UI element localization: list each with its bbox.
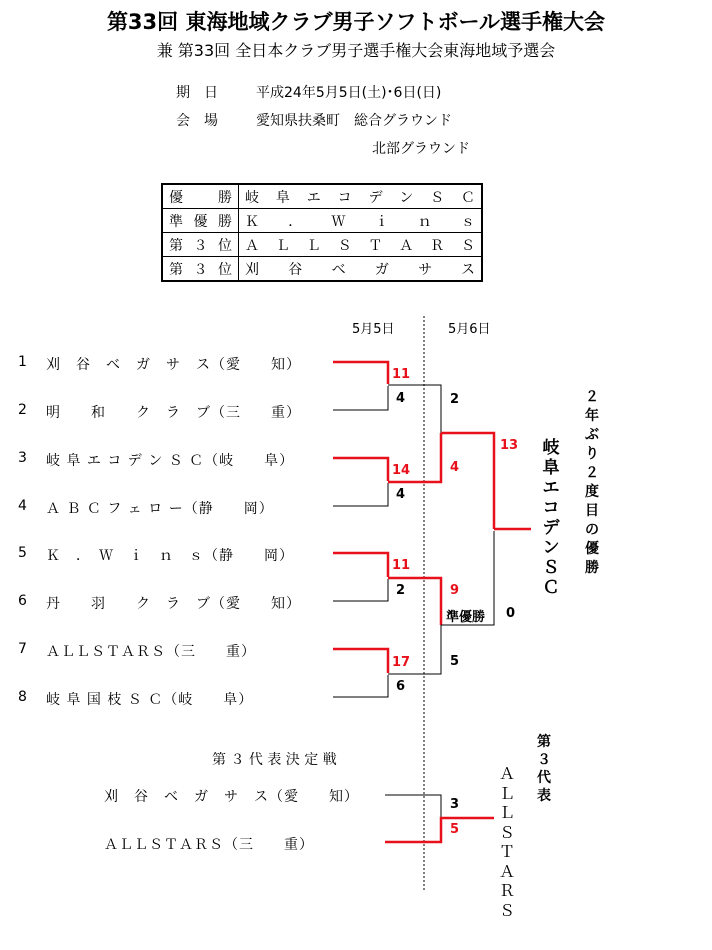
team-number: 7 xyxy=(18,641,28,657)
page-title: 第33回 東海地域クラブ男子ソフトボール選手権大会 xyxy=(106,10,606,34)
team-name: 丹 羽 ク ラ ブ（愛 知） xyxy=(46,596,301,612)
venue-value-1: 愛知県扶桑町 総合グラウンド xyxy=(256,113,452,129)
champion-note: ２年ぶり２度目の優勝 xyxy=(585,389,599,576)
third-match-team1: 刈 谷 ベ ガ サ ス（愛 知） xyxy=(104,789,359,805)
team-name: 刈 谷 ベ ガ サ ス（愛 知） xyxy=(46,357,301,373)
champion-name: 岐阜エコデンＳＣ xyxy=(542,438,560,598)
bracket-line-win xyxy=(333,649,388,673)
results-team: 刈谷ベガサス xyxy=(239,257,483,282)
score-final: 0 xyxy=(506,606,516,621)
score-r2: 4 xyxy=(450,460,460,475)
team-name: 岐 阜 国 枝 Ｓ Ｃ（岐 阜） xyxy=(46,692,254,708)
bracket-line-win xyxy=(333,362,388,384)
team-number: 2 xyxy=(18,402,28,418)
score-r1: 11 xyxy=(392,558,411,573)
score-r1: 11 xyxy=(392,367,411,382)
score-r2: 9 xyxy=(450,583,460,598)
score-final: 13 xyxy=(500,438,519,453)
bracket-line-win xyxy=(385,818,494,842)
results-team: ＡＬＬＳＴＡＲＳ xyxy=(239,233,483,257)
team-name: Ｋ ． Ｗ ｉ ｎ ｓ（静 岡） xyxy=(46,548,294,564)
score-r1: 4 xyxy=(396,391,406,406)
results-rank: 第３位 xyxy=(162,233,239,257)
bracket-line-win xyxy=(333,458,388,481)
bracket-line-win xyxy=(333,553,388,577)
results-rank: 第３位 xyxy=(162,257,239,282)
results-rank: 優勝 xyxy=(162,184,239,209)
team-name: 岐 阜 エ コ デ ン Ｓ Ｃ（岐 阜） xyxy=(46,453,295,469)
third-representative-name: ＡＬＬＳＴＡＲＳ xyxy=(498,764,515,920)
date-value: 平成24年5月5日(土)･6日(日) xyxy=(256,85,442,101)
date-day1: 5月5日 xyxy=(352,322,395,337)
page-subtitle: 兼 第33回 全日本クラブ男子選手権大会東海地域予選会 xyxy=(156,41,556,60)
third-match-team2: ＡＬＬＳＴＡＲＳ（三 重） xyxy=(104,837,314,853)
score-r1: 4 xyxy=(396,487,406,502)
team-number: 3 xyxy=(18,450,28,466)
third-match-title: 第 ３ 代 表 決 定 戦 xyxy=(212,752,337,768)
third-representative-label: 第３代表 xyxy=(537,734,551,804)
results-rank: 準優勝 xyxy=(162,209,239,233)
bracket-line xyxy=(333,386,388,410)
bracket-line xyxy=(333,675,388,697)
team-number: 1 xyxy=(18,354,28,370)
team-number: 5 xyxy=(18,545,28,561)
bracket-line-win xyxy=(441,433,494,529)
bracket-line xyxy=(385,795,441,818)
date-label: 期 日 xyxy=(176,85,218,101)
team-number: 4 xyxy=(18,498,28,514)
score-r1: 14 xyxy=(392,463,411,478)
score-r1: 17 xyxy=(392,655,411,670)
team-name: 明 和 ク ラ ブ（三 重） xyxy=(46,405,301,421)
venue-label: 会 場 xyxy=(176,113,218,129)
third-match-score2: 5 xyxy=(450,822,460,837)
bracket-line xyxy=(333,579,388,601)
score-r2: 5 xyxy=(450,654,460,669)
runner-up-label: 準優勝 xyxy=(446,610,486,625)
team-name: Ａ Ｂ Ｃ フ ェ ロ ー（静 岡） xyxy=(46,501,274,517)
bracket-line xyxy=(333,483,388,506)
results-team: Ｋ．Ｗｉｎｓ xyxy=(239,209,483,233)
team-name: ＡＬＬＳＴＡＲＳ（三 重） xyxy=(46,644,256,660)
score-r2: 2 xyxy=(450,392,460,407)
team-number: 6 xyxy=(18,593,28,609)
third-match-score1: 3 xyxy=(450,797,460,812)
score-r1: 2 xyxy=(396,583,406,598)
date-day2: 5月6日 xyxy=(448,322,491,337)
venue-value-2: 北部グラウンド xyxy=(372,141,470,157)
team-number: 8 xyxy=(18,689,28,705)
score-r1: 6 xyxy=(396,679,406,694)
results-team: 岐阜エコデンＳＣ xyxy=(239,184,483,209)
